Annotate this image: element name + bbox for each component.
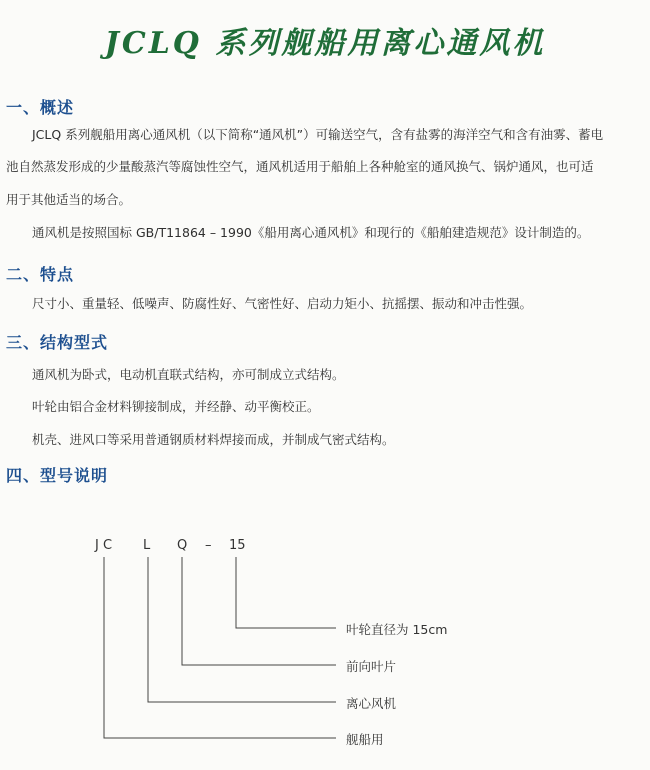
overview-line-1: JCLQ 系列舰船用离心通风机（以下简称“通风机”）可输送空气，含有盐雾的海洋空气和含有油雾、蓄电 [32,127,604,142]
code-part-l: L [143,538,151,553]
connector-l [148,557,336,702]
structure-line-1: 通风机为卧式，电动机直联式结构，亦可制成立式结构。 [32,367,345,382]
section-heading-model: 四、型号说明 [6,466,109,485]
code-part-jc: J C [95,538,113,553]
section-heading-features: 二、特点 [6,265,75,284]
overview-line-2: 池自然蒸发形成的少量酸蒸汽等腐蚀性空气，通风机适用于船舶上各种舱室的通风换气、锅炉通风，也可适 [6,159,594,174]
overview-line-3: 用于其他适当的场合。 [6,192,132,207]
connector-15 [236,557,336,628]
section-heading-overview: 一、概述 [6,98,75,117]
structure-line-3: 机壳、进风口等采用普通钢质材料焊接而成，并制成气密式结构。 [32,432,395,447]
connector-q [182,557,336,665]
code-part-q: Q [177,538,188,553]
label-impeller-diameter: 叶轮直径为 15cm [346,622,448,637]
label-forward-blade: 前向叶片 [346,659,397,674]
connector-jc [104,557,336,738]
section-heading-structure: 三、结构型式 [6,333,109,352]
code-part-dash: – [205,538,212,553]
label-naval-use: 舰船用 [346,732,384,747]
overview-line-4: 通风机是按照国标 GB/T11864 – 1990《船用离心通风机》和现行的《船舶建造规范》设计制造的。 [32,225,590,240]
code-part-15: 15 [229,538,246,553]
features-line-1: 尺寸小、重量轻、低噪声、防腐性好、气密性好、启动力矩小、抗摇摆、振动和冲击性强。 [32,296,533,311]
page-title: JCLQ 系列舰船用离心通风机 [104,26,546,61]
structure-line-2: 叶轮由铝合金材料铆接制成，并经静、动平衡校正。 [32,399,320,414]
label-centrifugal-fan: 离心风机 [346,696,397,711]
